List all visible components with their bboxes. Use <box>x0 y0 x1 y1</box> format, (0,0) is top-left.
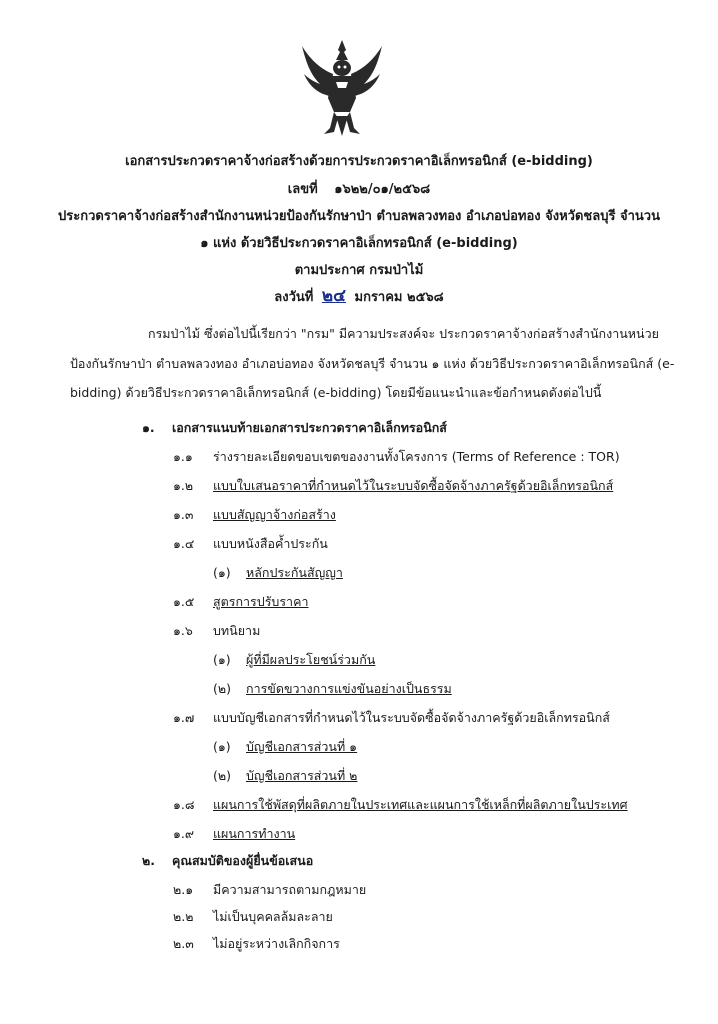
section-2-number: ๒. <box>142 853 155 868</box>
item-1-2-link[interactable]: แบบใบเสนอราคาที่กำหนดไว้ในระบบจัดซื้อจัดจ้างภาครัฐด้วยอิเล็กทรอนิกส์ <box>213 478 614 493</box>
garuda-emblem-icon <box>300 38 384 136</box>
item-1-1-text: ร่างรายละเอียดขอบเขตของงานทั้งโครงการ (Terms of Reference : TOR) <box>213 449 620 464</box>
document-number <box>0 178 718 199</box>
document-subject-line-1: ประกวดราคาจ้างก่อสร้างสำนักงานหน่วยป้องกันรักษาป่า ตำบลพลวงทอง อำเภอบ่อทอง จังหวัดชลบุรี จำนวน <box>58 209 660 224</box>
section-2-title: คุณสมบัติของผู้ยื่นข้อเสนอ <box>172 853 314 868</box>
item-1-7-number: ๑.๗ <box>173 710 195 725</box>
item-2-1-number: ๒.๑ <box>173 882 194 897</box>
item-1-4-1-link[interactable]: หลักประกันสัญญา <box>246 565 343 580</box>
item-1-8-number: ๑.๘ <box>173 797 195 812</box>
item-2-3-text: ไม่อยู่ระหว่างเลิกกิจการ <box>213 936 340 951</box>
item-2-2-text: ไม่เป็นบุคคลล้มละลาย <box>213 909 333 924</box>
item-1-7-2-link[interactable]: บัญชีเอกสารส่วนที่ ๒ <box>246 768 358 783</box>
item-2-3-number: ๒.๓ <box>173 936 194 951</box>
date-month-year: มกราคม ๒๕๖๘ <box>354 290 444 305</box>
item-1-6-2-link[interactable]: การขัดขวางการแข่งขันอย่างเป็นธรรม <box>246 681 452 696</box>
item-1-9-number: ๑.๙ <box>173 826 195 841</box>
item-1-6-2-number: (๒) <box>213 681 231 696</box>
announcement-reference: ตามประกาศ กรมป่าไม้ <box>294 263 424 278</box>
date-day: ๒๔ <box>321 286 346 306</box>
date-label: ลงวันที่ <box>274 290 314 305</box>
section-1-title: เอกสารแนบท้ายเอกสารประกวดราคาอิเล็กทรอนิกส์ <box>172 420 447 435</box>
intro-line-1: กรมป่าไม้ ซึ่งต่อไปนี้เรียกว่า "กรม" มีความประสงค์จะ ประกวดราคาจ้างก่อสร้างสำนักงานหน่วย <box>148 326 659 341</box>
item-1-8-link[interactable]: แผนการใช้พัสดุที่ผลิตภายในประเทศและแผนการใช้เหล็กที่ผลิตภายในประเทศ <box>213 797 628 812</box>
item-1-5-number: ๑.๕ <box>173 594 195 609</box>
item-1-4-text: แบบหนังสือค้ำประกัน <box>213 536 328 551</box>
section-1-number: ๑. <box>142 420 155 435</box>
item-1-7-1-link[interactable]: บัญชีเอกสารส่วนที่ ๑ <box>246 739 358 754</box>
intro-line-2: ป้องกันรักษาป่า ตำบลพลวงทอง อำเภอบ่อทอง จังหวัดชลบุรี จำนวน ๑ แห่ง ด้วยวิธีประกวดราคาอิเล็กทรอนิกส์ (e- <box>70 356 675 371</box>
item-2-1-text: มีความสามารถตามกฎหมาย <box>213 882 367 897</box>
item-1-5-link[interactable]: สูตรการปรับราคา <box>213 594 309 609</box>
intro-line-3: bidding) ด้วยวิธีประกวดราคาอิเล็กทรอนิกส์ (e-bidding) โดยมีข้อแนะนำและข้อกำหนดดังต่อไปนี้ <box>70 385 602 400</box>
item-1-6-text: บทนิยาม <box>213 623 261 638</box>
item-1-3-link[interactable]: แบบสัญญาจ้างก่อสร้าง <box>213 507 336 522</box>
document-date <box>0 282 718 309</box>
item-2-2-number: ๒.๒ <box>173 909 194 924</box>
item-1-2-number: ๑.๒ <box>173 478 194 493</box>
document-title: เอกสารประกวดราคาจ้างก่อสร้างด้วยการประกวดราคาอิเล็กทรอนิกส์ (e-bidding) <box>125 154 593 169</box>
item-1-7-text: แบบบัญชีเอกสารที่กำหนดไว้ในระบบจัดซื้อจัดจ้างภาครัฐด้วยอิเล็กทรอนิกส์ <box>213 710 610 725</box>
item-1-3-number: ๑.๓ <box>173 507 194 522</box>
item-1-6-1-number: (๑) <box>213 652 231 667</box>
document-number-value: ๑๖๒๒/๐๑/๒๕๖๘ <box>334 182 431 197</box>
item-1-1-number: ๑.๑ <box>173 449 193 464</box>
document-subject-line-2: ๑ แห่ง ด้วยวิธีประกวดราคาอิเล็กทรอนิกส์ (e-bidding) <box>200 236 518 251</box>
item-1-7-2-number: (๒) <box>213 768 231 783</box>
item-1-7-1-number: (๑) <box>213 739 231 754</box>
document-number-label: เลขที่ <box>287 182 318 197</box>
item-1-6-1-link[interactable]: ผู้ที่มีผลประโยชน์ร่วมกัน <box>246 652 376 667</box>
item-1-6-number: ๑.๖ <box>173 623 193 638</box>
item-1-9-link[interactable]: แผนการทำงาน <box>213 826 296 841</box>
item-1-4-1-number: (๑) <box>213 565 231 580</box>
item-1-4-number: ๑.๔ <box>173 536 195 551</box>
